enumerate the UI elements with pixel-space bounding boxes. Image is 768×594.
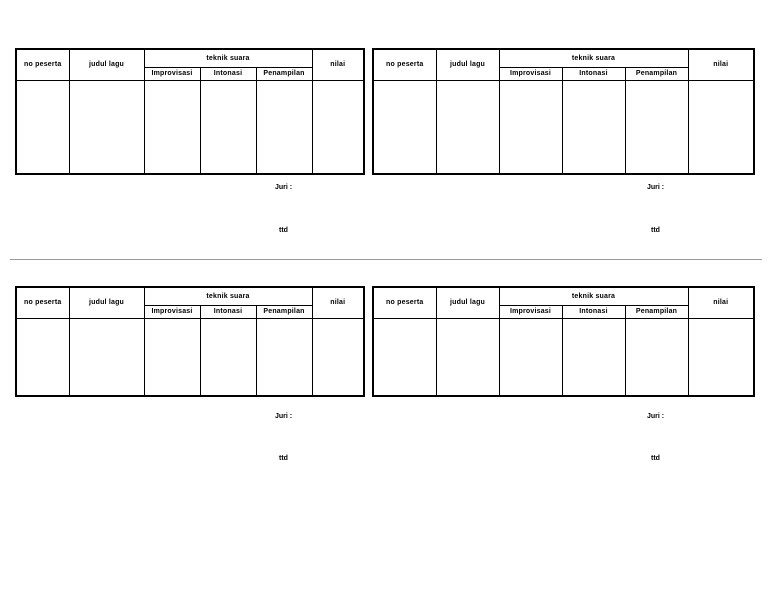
header-judul-lagu: judul lagu bbox=[436, 287, 499, 318]
page-divider bbox=[10, 259, 762, 260]
header-no-peserta: no peserta bbox=[16, 287, 69, 318]
header-teknik-suara: teknik suara bbox=[499, 49, 688, 67]
header-nilai: nilai bbox=[688, 287, 754, 318]
header-no-peserta: no peserta bbox=[16, 49, 69, 80]
juri-label: Juri : bbox=[275, 413, 293, 420]
ttd-label: ttd bbox=[651, 227, 660, 234]
juri-label: Juri : bbox=[275, 184, 293, 191]
header-improvisasi: Improvisasi bbox=[144, 67, 200, 80]
header-nilai: nilai bbox=[312, 287, 364, 318]
cell-no-peserta[interactable] bbox=[16, 80, 69, 174]
cell-nilai[interactable] bbox=[688, 318, 754, 396]
header-intonasi: Intonasi bbox=[200, 305, 256, 318]
juri-label: Juri : bbox=[647, 184, 665, 191]
ttd-label: ttd bbox=[651, 455, 660, 462]
header-intonasi: Intonasi bbox=[562, 67, 625, 80]
cell-nilai[interactable] bbox=[312, 318, 364, 396]
juri-label: Juri : bbox=[647, 413, 665, 420]
ttd-label: ttd bbox=[279, 227, 288, 234]
header-improvisasi: Improvisasi bbox=[144, 305, 200, 318]
cell-intonasi[interactable] bbox=[562, 80, 625, 174]
cell-intonasi[interactable] bbox=[200, 318, 256, 396]
header-penampilan: Penampilan bbox=[256, 67, 312, 80]
header-teknik-suara: teknik suara bbox=[499, 287, 688, 305]
cell-penampilan[interactable] bbox=[256, 318, 312, 396]
header-nilai: nilai bbox=[312, 49, 364, 80]
cell-no-peserta[interactable] bbox=[373, 80, 436, 174]
cell-intonasi[interactable] bbox=[200, 80, 256, 174]
cell-nilai[interactable] bbox=[312, 80, 364, 174]
score-table bbox=[15, 286, 365, 397]
header-penampilan: Penampilan bbox=[256, 305, 312, 318]
cell-judul-lagu[interactable] bbox=[436, 318, 499, 396]
cell-intonasi[interactable] bbox=[562, 318, 625, 396]
score-table bbox=[15, 48, 365, 175]
cell-improvisasi[interactable] bbox=[144, 80, 200, 174]
header-judul-lagu: judul lagu bbox=[436, 49, 499, 80]
ttd-label: ttd bbox=[279, 455, 288, 462]
cell-no-peserta[interactable] bbox=[373, 318, 436, 396]
header-judul-lagu: judul lagu bbox=[69, 49, 144, 80]
cell-improvisasi[interactable] bbox=[499, 80, 562, 174]
cell-penampilan[interactable] bbox=[625, 80, 688, 174]
header-penampilan: Penampilan bbox=[625, 67, 688, 80]
cell-no-peserta[interactable] bbox=[16, 318, 69, 396]
cell-improvisasi[interactable] bbox=[144, 318, 200, 396]
cell-judul-lagu[interactable] bbox=[69, 318, 144, 396]
cell-nilai[interactable] bbox=[688, 80, 754, 174]
header-intonasi: Intonasi bbox=[200, 67, 256, 80]
header-no-peserta: no peserta bbox=[373, 49, 436, 80]
header-improvisasi: Improvisasi bbox=[499, 67, 562, 80]
header-nilai: nilai bbox=[688, 49, 754, 80]
header-penampilan: Penampilan bbox=[625, 305, 688, 318]
cell-judul-lagu[interactable] bbox=[69, 80, 144, 174]
header-improvisasi: Improvisasi bbox=[499, 305, 562, 318]
header-intonasi: Intonasi bbox=[562, 305, 625, 318]
cell-penampilan[interactable] bbox=[256, 80, 312, 174]
header-teknik-suara: teknik suara bbox=[144, 287, 312, 305]
cell-judul-lagu[interactable] bbox=[436, 80, 499, 174]
cell-penampilan[interactable] bbox=[625, 318, 688, 396]
header-judul-lagu: judul lagu bbox=[69, 287, 144, 318]
header-teknik-suara: teknik suara bbox=[144, 49, 312, 67]
score-table bbox=[372, 48, 755, 175]
cell-improvisasi[interactable] bbox=[499, 318, 562, 396]
score-table bbox=[372, 286, 755, 397]
header-no-peserta: no peserta bbox=[373, 287, 436, 318]
